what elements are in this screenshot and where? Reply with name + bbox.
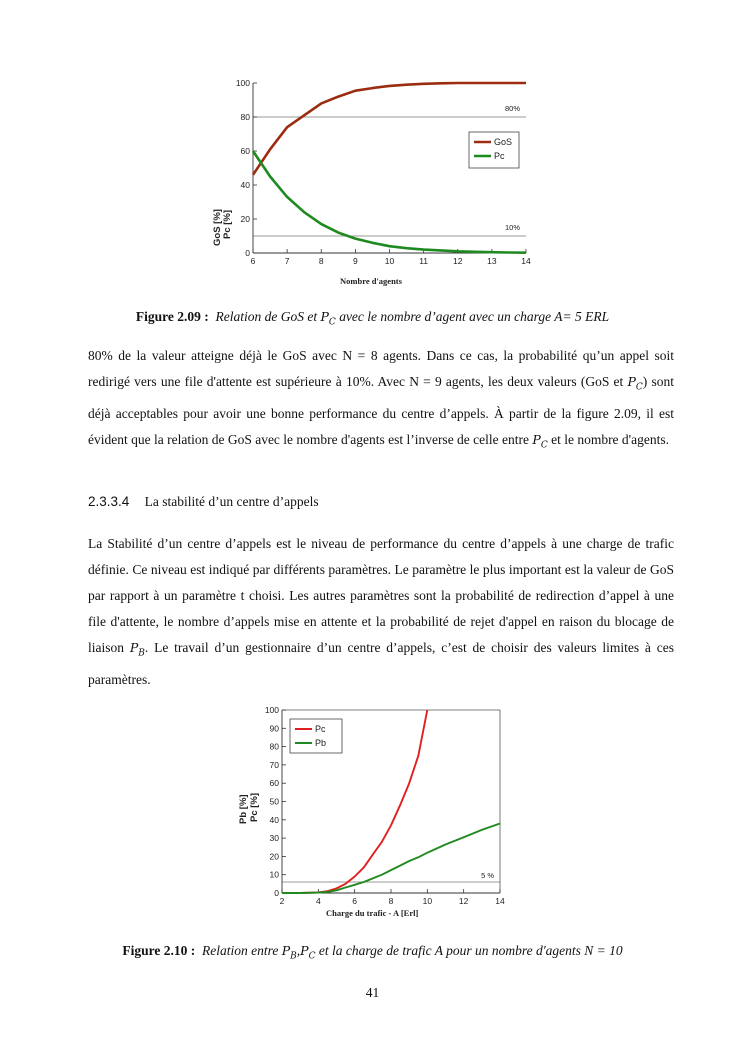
caption-text-a: Relation entre [202,943,279,958]
symbol-pc: $P_C$ [300,943,316,962]
x-tick-label: 7 [284,256,290,266]
y-tick-label: 0 [245,248,250,258]
y-tick-label: 20 [240,214,250,224]
y-tick-label: 20 [269,851,279,862]
caption-label: Figure 2.09 : [135,309,209,324]
series-line-pb [282,824,500,894]
x-tick-label: 6 [250,256,256,266]
figure-2-10-caption: Figure 2.10 : Relation entre $P_B,P_C$ et la charge de trafic A pour un nombre d'agents N = 10 [122,943,623,962]
legend-label-pb: Pb [315,738,327,748]
figure-2-10-chart [234,702,514,922]
x-tick-label: 8 [388,896,394,906]
x-axis-label: Nombre d'agents [340,276,402,286]
paragraph-1: 80% de la valeur atteigne déjà le GoS avec N = 8 agents. Dans ce cas, la probabilité qu’un appel soit redirigé vers une file d'attente est supérieure à 10%. Avec N = 9 agents, les deux valeurs (GoS et $P_C$) sont déjà acceptables pour avoir une bonne performance du centre d’appels. À partir de la figure 2.09, il est évident que la relation de GoS avec le nombre d'agents est l’inverse de celle entre $P_C$ et le nombre d'agents. [88,348,674,450]
symbol-pc: $P_C$ [320,309,336,328]
y-tick-label: 60 [269,778,279,789]
section-heading [88,494,319,510]
symbol-pb: $P_B$ [129,640,145,659]
x-tick-label: 14 [495,896,505,906]
paragraph-2: La Stabilité d’un centre d’appels est le niveau de performance du centre d’appels à une charge de trafic définie. Ce niveau est indiqué par différents paramètres. Le paramètre le plus important est la valeur de GoS par rapport à un paramètre t choisi. Les autres paramètres sont la probabilité de redirection d’appel à une file d'attente, le nombre d’appels mise en attente et la probabilité de rejet d'appel en raison du blocage de liaison $P_B$. Le travail d’un gestionnaire d’un centre d’appels, c’est de choisir des valeurs limites à ces paramètres. [88,536,675,687]
figure-2-09-chart [206,76,536,291]
caption-text-b: avec le nombre d’agent avec un charge A= 5 ERL [339,309,610,324]
legend-label-pc: Pc [315,724,326,734]
gos-pc-chart-svg [206,76,536,291]
y-tick-label: 30 [269,833,279,844]
reference-line-label: 80% [504,104,520,113]
y-tick-label: 60 [240,146,250,156]
figure-2-09-caption [0,309,745,328]
y-tick-label: 50 [269,796,279,807]
y-axis-label-line-2: Pc [%] [249,792,260,822]
symbol-pb: $P_B$ [281,943,297,962]
y-tick-label: 70 [269,759,279,770]
x-tick-label: 2 [279,896,285,906]
y-tick-label: 10 [269,869,279,880]
symbol-pc: $P_C$ [532,431,548,450]
x-tick-label: 14 [521,256,531,266]
y-axis-label [238,793,260,824]
legend-label-gos: GoS [494,137,513,147]
pb-pc-chart-svg [234,702,514,922]
y-tick-label: 0 [274,888,279,898]
x-tick-label: 6 [352,896,358,906]
y-tick-label: 90 [269,723,279,734]
y-tick-label: 80 [240,112,250,122]
x-tick-label: 10 [422,896,433,906]
legend-label-pc: Pc [494,151,505,161]
y-tick-label: 100 [235,78,250,88]
x-tick-label: 8 [318,256,324,266]
caption-text-c: et la charge de trafic A pour un nombre d'agents N = 10 [318,943,623,958]
y-axis-label-line-2: Pc [%] [222,209,233,239]
y-tick-label: 100 [264,705,279,715]
reference-line-label: 5 % [481,871,494,881]
y-tick-label: 40 [269,814,279,825]
caption-text-a: Relation de GoS et [215,309,318,324]
x-axis-label: Charge du trafic - A [Erl] [326,908,419,918]
x-tick-label: 9 [353,256,358,266]
section-title: La stabilité d’un centre d’appels [144,494,319,509]
y-tick-label: 80 [269,741,279,752]
x-tick-label: 10 [384,256,395,266]
reference-line-label: 10% [504,223,520,232]
y-axis-label-line-1: GoS [%] [212,209,223,246]
x-tick-label: 12 [453,256,463,266]
x-tick-label: 12 [458,896,469,906]
x-tick-label: 11 [419,256,429,266]
y-tick-label: 40 [240,180,250,190]
x-tick-label: 4 [315,896,321,906]
caption-label: Figure 2.10 : [122,943,196,958]
y-axis-label [212,209,233,246]
page-number: 41 [365,985,380,1000]
x-tick-label: 13 [487,256,497,266]
y-axis-label-line-1: Pb [%] [238,794,249,824]
section-number: 2.3.3.4 [88,494,130,509]
symbol-pc: $P_C$ [627,374,643,393]
